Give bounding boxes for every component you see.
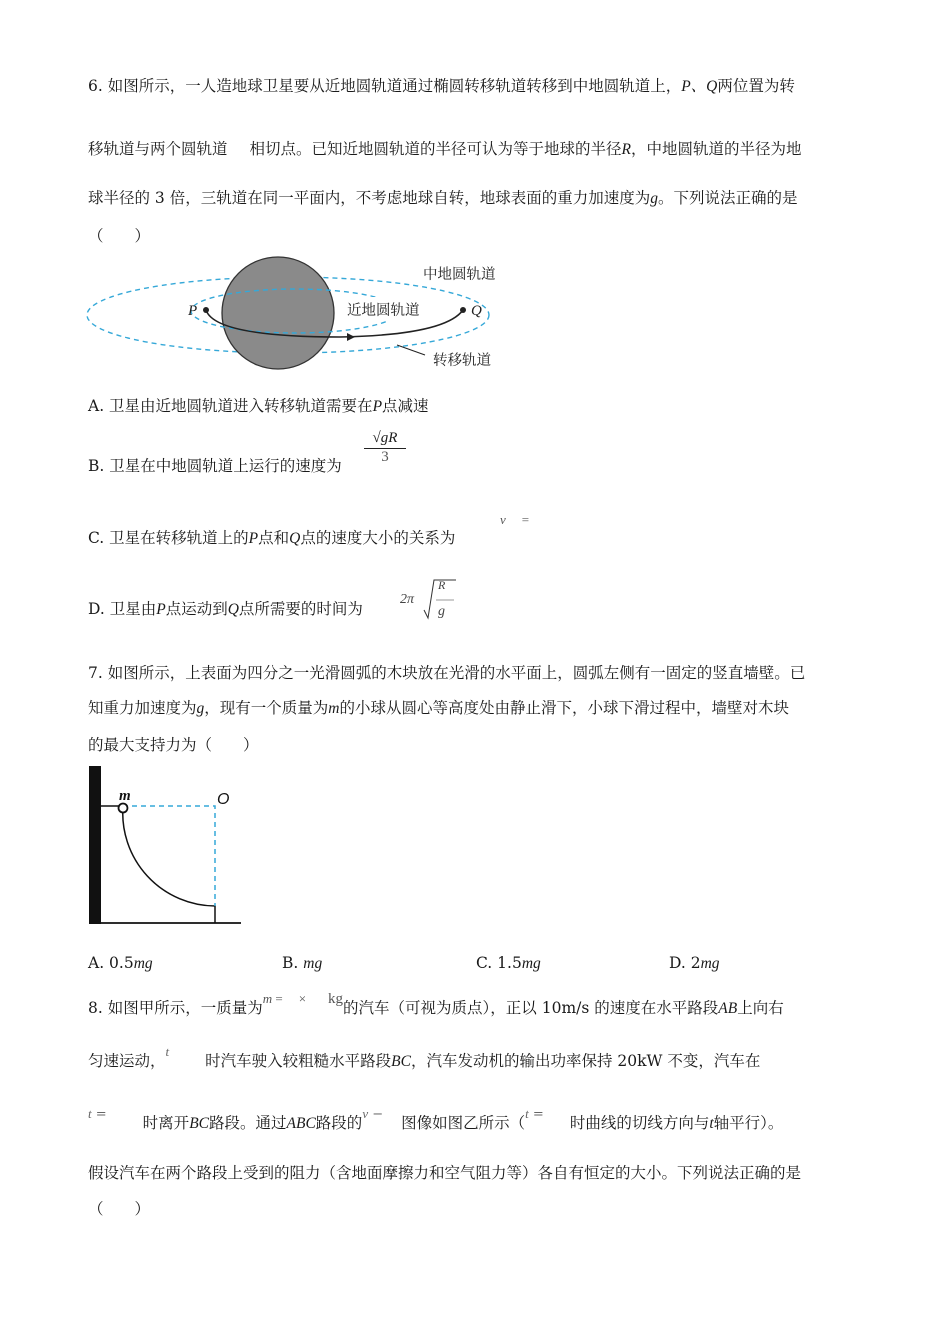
label-m: m — [119, 788, 131, 804]
ball — [119, 804, 128, 813]
q8-paren: （ ） — [88, 1200, 151, 1218]
q6-option-d[interactable]: D. 卫星由P点运动到Q点所需要的时间为 — [88, 600, 363, 618]
q8-line-4: 假设汽车在两个路段上受到的阻力（含地面摩擦力和空气阻力等）各自有恒定的大小。下列说法正确的是 — [88, 1164, 802, 1182]
wall — [89, 766, 101, 924]
q6-paren: （ ） — [88, 227, 151, 245]
earth — [222, 257, 334, 369]
q6-option-c[interactable]: C. 卫星在转移轨道上的P点和Q点的速度大小的关系为 — [88, 529, 456, 547]
label-O: O — [217, 791, 230, 808]
q7-option-d[interactable]: D. 2mg — [669, 954, 720, 972]
transfer-arrow — [347, 333, 355, 341]
q6-option-d-expr: 2π R g — [400, 578, 460, 628]
radius-lines — [123, 806, 215, 906]
q7-line-2: 知重力加速度为g，现有一个质量为m的小球从圆心等高度处由静止滑下，小球下滑过程中，墙壁对木块 — [88, 699, 789, 717]
q8-line-1: 8. 如图甲所示，一质量为$^{m = \times kg}$的汽车（可视为质点），正以 10m/s 的速度在水平路段AB上向右 — [88, 991, 784, 1017]
label-mid-orbit: 中地圆轨道 — [423, 267, 496, 283]
label-Q: Q — [471, 303, 482, 319]
arc-block-figure — [85, 762, 255, 932]
label-P: P — [188, 303, 198, 319]
q6-option-c-expr: v = — [500, 512, 530, 527]
q8-line-3: $^{t =}$ 时离开BC路段。通过ABC路段的$^{v -}$ 图像如图乙所示（$^{t =}$ 时曲线的切线方向与t轴平行）。 — [88, 1106, 784, 1132]
q6-option-a[interactable]: A. 卫星由近地圆轨道进入转移轨道需要在P点减速 — [88, 397, 429, 415]
label-transfer-orbit: 转移轨道 — [433, 353, 491, 369]
q6-line-1: 6. 如图所示，一人造地球卫星要从近地圆轨道通过椭圆转移轨道转移到中地圆轨道上，P、Q两位置为转 — [88, 77, 795, 95]
point-Q — [460, 307, 466, 313]
q7-line-1: 7. 如图所示，上表面为四分之一光滑圆弧的木块放在光滑的水平面上，圆弧左侧有一固定的竖直墙壁。已 — [88, 664, 806, 682]
block-outline — [101, 806, 215, 923]
q6-line-3: 球半径的 3 倍，三轨道在同一平面内，不考虑地球自转，地球表面的重力加速度为g。下列说法正确的是 — [88, 189, 798, 207]
label-near-orbit: 近地圆轨道 — [347, 303, 420, 319]
q7-line-3: 的最大支持力为（ ） — [88, 736, 259, 754]
q6-line-2: 移轨道与两个圆轨道 相切点。已知近地圆轨道的半径可认为等于地球的半径R，中地圆轨道的半径为地 — [88, 140, 802, 158]
orbit-figure — [85, 255, 525, 375]
q6-option-b[interactable]: B. 卫星在中地圆轨道上运行的速度为 — [88, 457, 342, 475]
q7-option-c[interactable]: C. 1.5mg — [476, 954, 541, 972]
point-P — [203, 307, 209, 313]
q7-option-b[interactable]: B. mg — [282, 954, 323, 972]
q8-line-2: 匀速运动，$^t$时汽车驶入较粗糙水平路段BC，汽车发动机的输出功率保持 20kW 不变，汽车在 — [88, 1044, 761, 1070]
q7-option-a[interactable]: A. 0.5mg — [88, 954, 153, 972]
q6-option-b-fraction: √gR 3 — [364, 430, 406, 466]
